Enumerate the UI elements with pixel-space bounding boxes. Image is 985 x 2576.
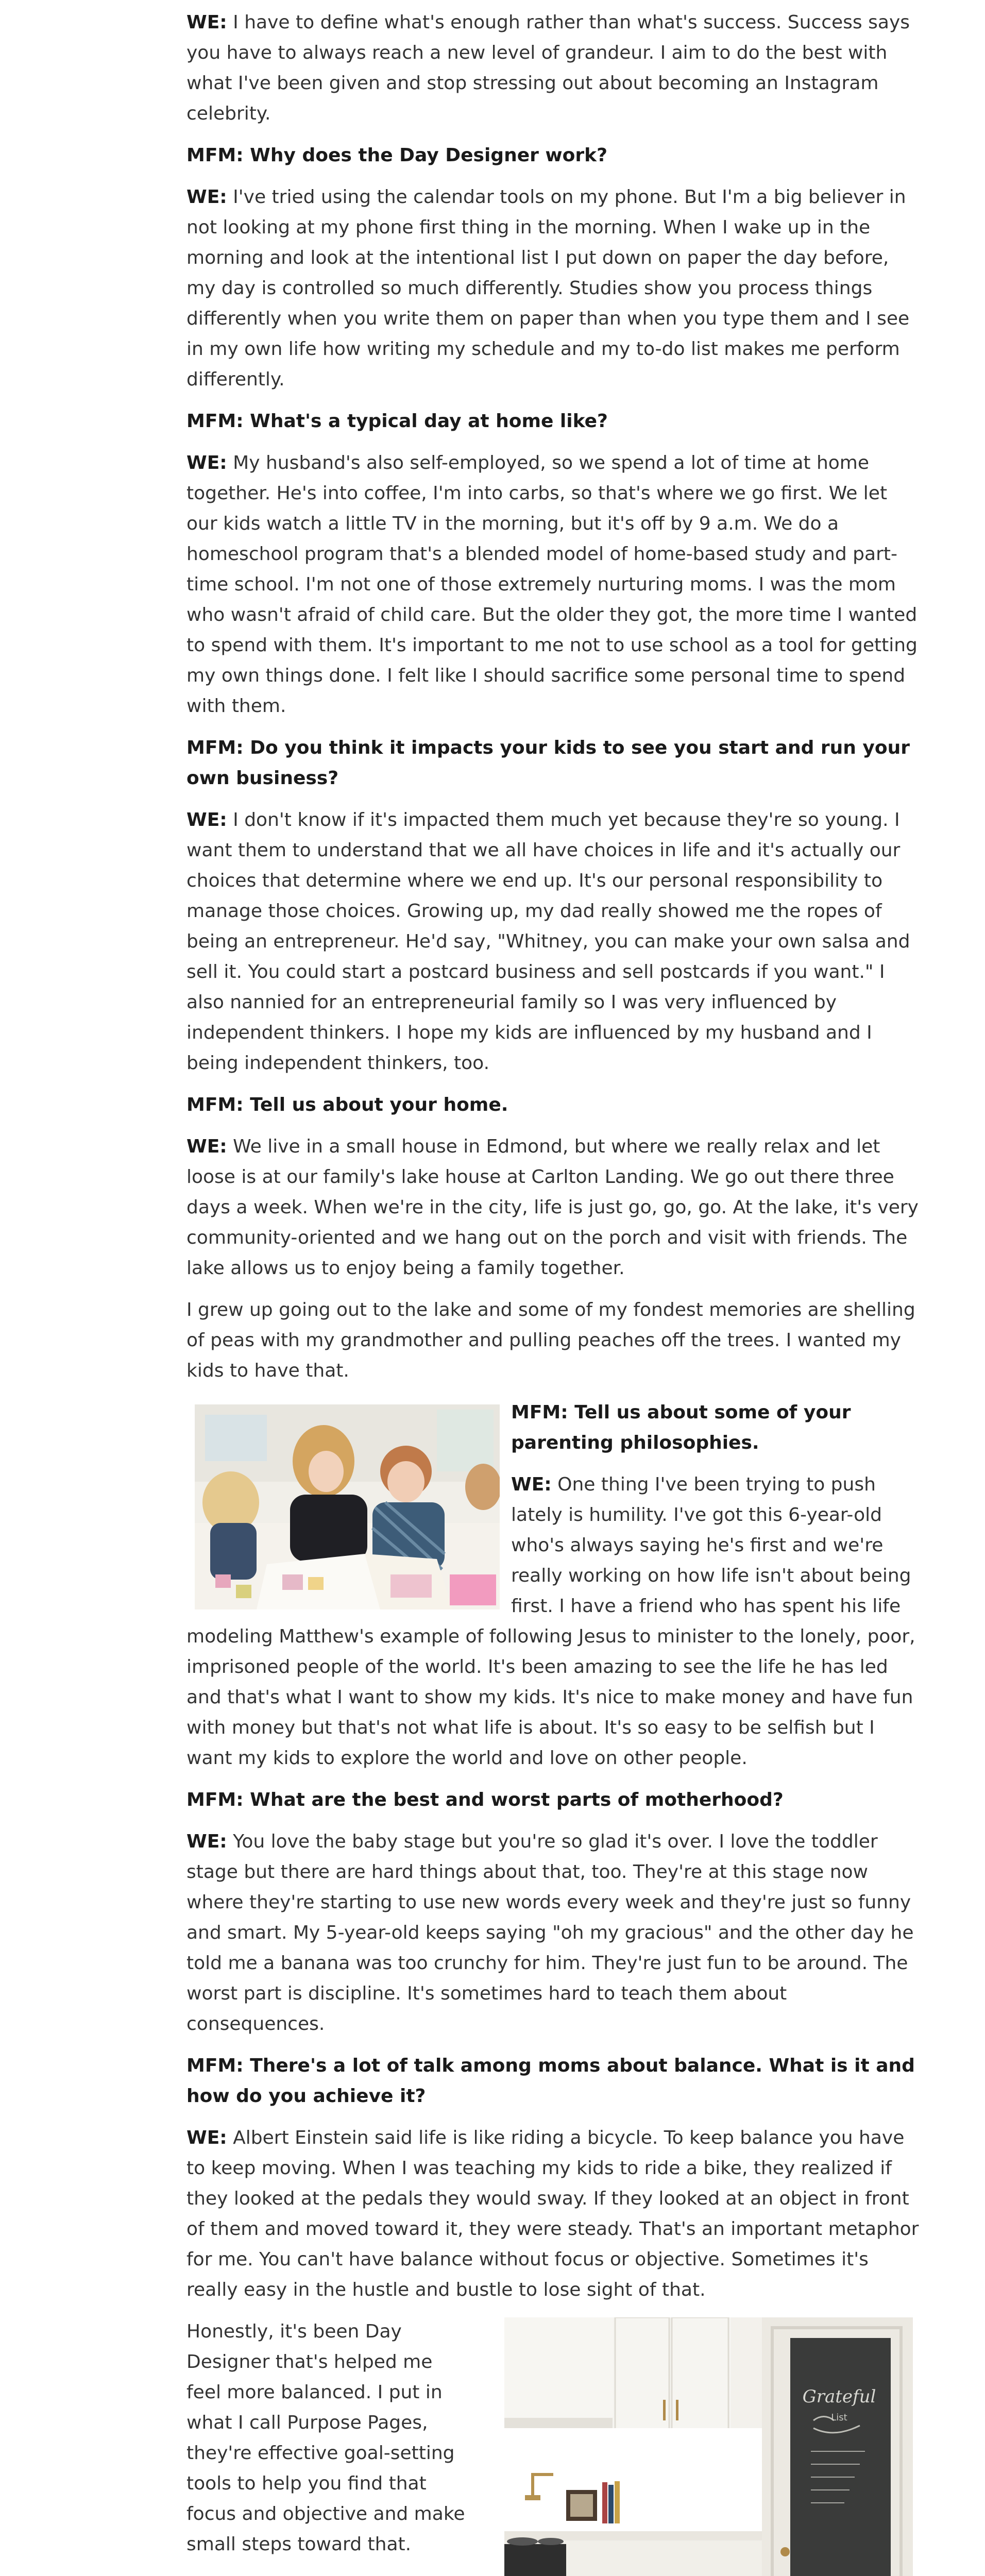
family-photo-illustration <box>195 1404 500 1609</box>
answer-business-impact <box>186 805 921 1078</box>
answer-text: Albert Einstein said life is like riding a bicycle. To keep balance you have to keep moving. When I was teaching my kids to ride a bike, they realized if they looked at the pedals they would sway. If they looked at an object in front of them and moved toward it, they were steady. That's an important metaphor for me. You can't have balance without focus or objective. Sometimes it's really easy in the hustle and bustle to lose sight of that. <box>186 2127 919 2300</box>
answer-motherhood <box>186 1826 921 2039</box>
answer-day-designer <box>186 182 921 395</box>
speaker-label: WE: <box>511 1474 552 1495</box>
answer-text: I don't know if it's impacted them much yet because they're so young. I want them to understand that we all have choices in life and it's actually our choices that determine where we end up. It's our personal responsibility to manage those choices. Growing up, my dad really showed me the ropes of being an entrepreneur. He'd say, "Whitney, you can make your own salsa and sell it. You could start a postcard business and sell postcards if you want." I also nannied for an entrepreneurial family so I was very influenced by independent thinkers. I hope my kids are influenced by my husband and I being independent thinkers, too. <box>186 809 910 1074</box>
kitchen-photo <box>504 2317 913 2576</box>
answer-text: One thing I've been trying to push lately is humility. I've got this 6-year-old who's always saying he's first and we're really working on how life isn't about being first. I have a friend who has spent his life modeling Matthew's example of following Jesus to minister to the lonely, poor, imprisoned people of the world. It's been amazing to see the life he has led and that's what I want to show my kids. It's nice to make money and have fun with money but that's not what life is about. It's so easy to be selfish but I want my kids to explore the world and love on other people. <box>186 1474 915 1769</box>
speaker-label: WE: <box>186 452 227 473</box>
answer-text: I've tried using the calendar tools on my phone. But I'm a big believer in not looking at my phone first thing in the morning. When I wake up in the morning and look at the intentional list I put down on paper the day before, my day is controlled so much differently. Studies show you process things differently when you write them on paper than when you type them and I see in my own life how writing my schedule and my to-do list makes me perform differently. <box>186 187 910 390</box>
chalkboard-subtitle: List <box>831 2412 847 2423</box>
speaker-label: WE: <box>186 2127 227 2148</box>
question-business-impact: MFM: Do you think it impacts your kids to see you start and run your own business? <box>186 737 910 789</box>
answer-text: My husband's also self-employed, so we spend a lot of time at home together. He's into coffee, I'm into carbs, so that's where we go first. We let our kids watch a little TV in the morning, but it's off by 9 a.m. We do a homeschool program that's a blended model of home-based study and part-time school. I'm not one of those extremely nurturing moms. I was the mom who wasn't afraid of child care. But the older they got, the more time I wanted to spend with them. It's important to me not to use school as a tool for getting my own things done. I felt like I should sacrifice some personal time to spend with them. <box>186 452 918 717</box>
speaker-label: WE: <box>186 1831 227 1852</box>
closing-paragraph: Honestly, it's been Day Designer that's helped me feel more balanced. I put in what I call Purpose Pages, they're effective goal-setting tools to help you find that focus and objective and make small steps toward that. <box>186 2321 465 2555</box>
speaker-label: WE: <box>186 1136 227 1157</box>
question-parenting: MFM: Tell us about some of your parenting philosophies. <box>511 1402 851 1453</box>
question-home: MFM: Tell us about your home. <box>186 1094 508 1115</box>
kitchen-photo-illustration <box>504 2317 913 2576</box>
chalkboard-title: Grateful <box>802 2386 876 2407</box>
answer-text: We live in a small house in Edmond, but where we really relax and let loose is at our family's lake house at Carlton Landing. We go out there three days a week. When we're in the city, life is just go, go, go. At the lake, it's very community-oriented and we hang out on the porch and visit with friends. The lake allows us to enjoy being a family together. <box>186 1136 919 1279</box>
answer-home <box>186 1131 921 1283</box>
answer-text: I have to define what's enough rather than what's success. Success says you have to always reach a new level of grandeur. I aim to do the best with what I've been given and stop stressing out about becoming an Instagram celebrity. <box>186 12 910 124</box>
answer-typical-day <box>186 448 921 721</box>
answer-text: You love the baby stage but you're so glad it's over. I love the toddler stage but there are hard things about that, too. They're at this stage now where they're starting to use new words every week and they're just so funny and smart. My 5-year-old keeps saying "oh my gracious" and the other day he told me a banana was too crunchy for him. They're just fun to be around. The worst part is discipline. It's sometimes hard to teach them about consequences. <box>186 1831 914 2035</box>
question-balance: MFM: There's a lot of talk among moms about balance. What is it and how do you achieve it? <box>186 2055 915 2107</box>
article-body <box>186 7 921 2576</box>
speaker-label: WE: <box>186 12 227 33</box>
answer-balance <box>186 2123 921 2305</box>
speaker-label: WE: <box>186 809 227 831</box>
home-followup: I grew up going out to the lake and some of my fondest memories are shelling of peas with my grandmother and pulling peaches off the trees. I wanted my kids to have that. <box>186 1299 915 1381</box>
question-motherhood: MFM: What are the best and worst parts of motherhood? <box>186 1789 784 1810</box>
speaker-label: WE: <box>186 187 227 208</box>
question-day-designer: MFM: Why does the Day Designer work? <box>186 145 607 166</box>
family-photo <box>195 1404 500 1609</box>
intro-answer <box>186 7 921 129</box>
question-typical-day: MFM: What's a typical day at home like? <box>186 411 608 432</box>
